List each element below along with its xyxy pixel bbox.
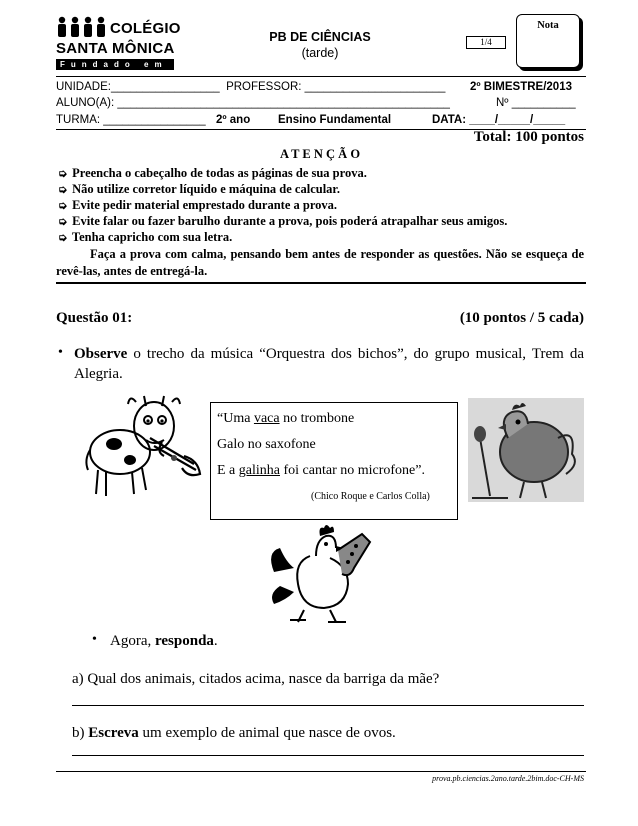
- instruction-text: o trecho da música “Orquestra dos bichos”, do grupo musical, Trem da Alegria.: [74, 346, 584, 382]
- attention-title: A T E N Ç Ã O: [279, 147, 361, 161]
- grade-box: [516, 14, 580, 68]
- attention-paragraph: Faça a prova com calma, pensando bem antes de responder as questões. Não se esqueça de revê-las, antes de entregá-la.: [56, 247, 584, 278]
- quote-underlined-word: galinha: [238, 463, 280, 478]
- attention-item-5: [58, 230, 232, 245]
- hand-pointer-arrow-icon: ➭: [58, 200, 68, 212]
- hand-pointer-arrow-icon: ➭: [58, 232, 68, 244]
- attention-item-text: Evite falar ou fazer barulho durante a prova, pois poderá atrapalhar seus amigos.: [72, 214, 508, 228]
- bullet-icon: •: [92, 632, 97, 647]
- attention-item-text: Tenha capricho com sua letra.: [71, 230, 233, 244]
- exam-shift: (tarde): [301, 46, 339, 60]
- exam-title: PB DE CIÊNCIAS: [269, 30, 371, 44]
- hand-pointer-arrow-icon: ➭: [58, 168, 68, 180]
- hand-pointer-arrow-icon: ➭: [58, 184, 68, 196]
- quote-text: foi cantar no microfone”.: [279, 463, 425, 478]
- quote-text: no trombone: [279, 411, 355, 426]
- question-instruction: [56, 344, 584, 384]
- attention-item-text: Não utilize corretor líquido e máquina de calcular.: [72, 182, 340, 196]
- attention-item-text: Evite pedir material emprestado durante a prova.: [72, 198, 338, 212]
- question-points: (10 pontos / 5 cada): [459, 310, 584, 326]
- quote-text: “Uma: [217, 411, 254, 426]
- attention-item-text: Preencha o cabeçalho de todas as páginas de sua prova.: [72, 166, 367, 180]
- rooster-saxophone-illustration: [264, 522, 376, 626]
- footer-filename: prova.pb.ciencias.2ano.tarde.2bim.doc-CH-MS: [432, 774, 584, 783]
- quote-text: E a: [217, 463, 239, 478]
- founded-bar: Fundado em 1937: [56, 59, 174, 70]
- hen-microphone-illustration: [468, 398, 584, 502]
- form-row-1-left: UNIDADE:_________________ PROFESSOR: ______________________: [56, 81, 446, 93]
- quote-line-2: Galo no saxofone: [217, 437, 316, 452]
- attention-item-3: [58, 198, 337, 213]
- sub-instruction-verb: responda: [155, 633, 214, 649]
- quote-line-1: [217, 411, 354, 427]
- question-label: Questão 01:: [56, 310, 133, 326]
- school-logo: [56, 16, 218, 76]
- form-row-1-right: 2º BIMESTRE/2013: [470, 81, 572, 93]
- quote-line-3: [217, 463, 425, 479]
- quote-credit: (Chico Roque e Carlos Colla): [311, 491, 430, 502]
- footer-rule: [56, 771, 586, 772]
- cow-trombone-illustration: [84, 390, 202, 502]
- form-row-2-right: Nº __________: [496, 97, 576, 109]
- question-a: a) Qual dos animais, citados acima, nasce da barriga da mãe?: [72, 671, 440, 687]
- attention-item-1: [58, 166, 367, 181]
- hand-pointer-arrow-icon: ➭: [58, 216, 68, 228]
- question-b-verb: Escreva: [88, 725, 139, 741]
- quote-underlined-word: vaca: [253, 411, 280, 426]
- form-row-3-turma: TURMA: ________________: [56, 114, 206, 126]
- question-b-label: b): [72, 725, 89, 741]
- sub-instruction: [92, 633, 218, 650]
- question-b-text: um exemplo de animal que nasce de ovos.: [138, 725, 396, 741]
- instruction-verb: Observe: [74, 346, 128, 362]
- answer-line-b[interactable]: [72, 755, 584, 756]
- attention-bottom-rule: [56, 282, 586, 284]
- page-number: 1/4: [466, 36, 506, 49]
- sub-instruction-text: Agora,: [110, 633, 155, 649]
- total-points: Total: 100 pontos: [473, 129, 584, 145]
- school-name-line1: COLÉGIO: [110, 20, 181, 37]
- bullet-icon: •: [58, 345, 63, 360]
- form-row-3-ensino: Ensino Fundamental: [278, 114, 392, 126]
- school-name-line2: SANTA MÔNICA: [56, 40, 175, 57]
- header-top-rule: [56, 76, 586, 77]
- answer-line-a[interactable]: [72, 705, 584, 706]
- song-quote-box: [210, 402, 458, 520]
- people-logo-icon: [56, 16, 110, 38]
- attention-item-4: [58, 214, 507, 229]
- grade-label: Nota: [537, 20, 559, 31]
- sub-instruction-text: .: [213, 633, 218, 649]
- form-row-3-ano: 2º ano: [216, 114, 251, 126]
- attention-item-2: [58, 182, 340, 197]
- question-b: [72, 725, 396, 742]
- form-row-2-left: ALUNO(A): ____________________________________________________: [56, 97, 450, 109]
- form-row-3-data: DATA: ____/_____/_____: [432, 114, 566, 126]
